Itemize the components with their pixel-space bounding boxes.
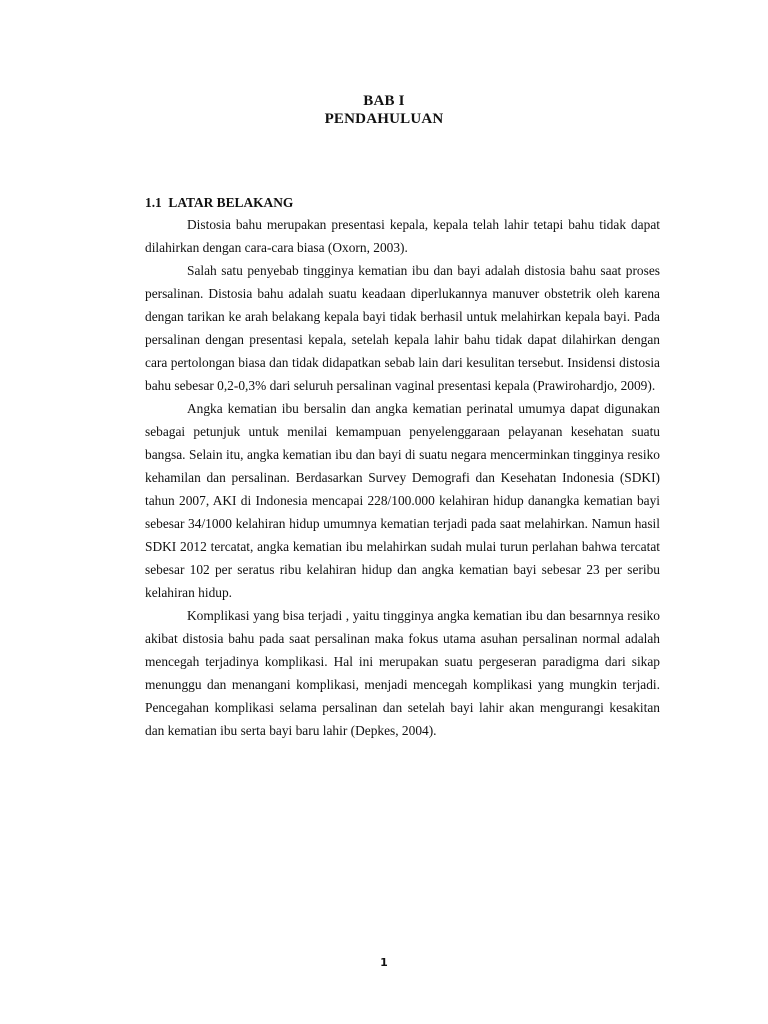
paragraph-definition: Distosia bahu merupakan presentasi kepala, kepala telah lahir tetapi bahu tidak dapat dilahirkan dengan cara-cara biasa (Oxorn, 2003). — [145, 217, 660, 255]
page-number: 1 — [380, 956, 388, 969]
paragraph-complications: Komplikasi yang bisa terjadi , yaitu tingginya angka kematian ibu dan besarnnya resiko akibat distosia bahu pada saat persalinan maka fokus utama asuhan persalinan normal adalah mencegah terjadinya komplikasi. Hal ini merupakan suatu pergeseran paradigma dari sikap menunggu dan menangani komplikasi, menjadi mencegah komplikasi yang mungkin terjadi. Pencegahan komplikasi selama persalinan dan setelah bayi lahir akan mengurangi kesakitan dan kematian ibu serta bayi baru lahir (Depkes, 2004). — [145, 608, 660, 738]
paragraph-causes: Salah satu penyebab tingginya kematian ibu dan bayi adalah distosia bahu saat proses persalinan. Distosia bahu adalah suatu keadaan diperlukannya manuver obstetrik oleh karena dengan tarikan ke arah belakang kepala bayi tidak berhasil untuk melahirkan kepala bayi. Pada persalinan dengan presentasi kepala, setelah kepala lahir bahu tidak dapat dilahirkan dengan cara pertolongan biasa dan tidak didapatkan sebab lain dari kesulitan tersebut. Insidensi distosia bahu sebesar 0,2-0,3% dari seluruh persalinan vaginal presentasi kepala (Prawirohardjo, 2009). — [145, 263, 660, 393]
chapter-number: BAB I — [363, 93, 405, 109]
section-heading: 1.1 LATAR BELAKANG — [145, 195, 294, 210]
body-text — [145, 213, 660, 742]
chapter-title: PENDAHULUAN — [324, 111, 444, 127]
paragraph-mortality: Angka kematian ibu bersalin dan angka kematian perinatal umumya dapat digunakan sebagai petunjuk untuk menilai kemampuan penyelenggaraan pelayanan kesehatan suatu bangsa. Selain itu, angka kematian ibu dan bayi di suatu negara mencerminkan tingginya resiko kehamilan dan persalinan. Berdasarkan Survey Demografi dan Kesehatan Indonesia (SDKI) tahun 2007, AKI di Indonesia mencapai 228/100.000 kelahiran hidup danangka kematian bayi sebesar 34/1000 kelahiran hidup umumnya kematian terjadi pada saat melahirkan. Namun hasil SDKI 2012 tercatat, angka kematian ibu melahirkan sudah mulai turun perlahan bahwa tercatat sebesar 102 per seratus ribu kelahiran hidup dan angka kematian bayi sebesar 23 per seribu kelahiran hidup. — [145, 401, 660, 600]
